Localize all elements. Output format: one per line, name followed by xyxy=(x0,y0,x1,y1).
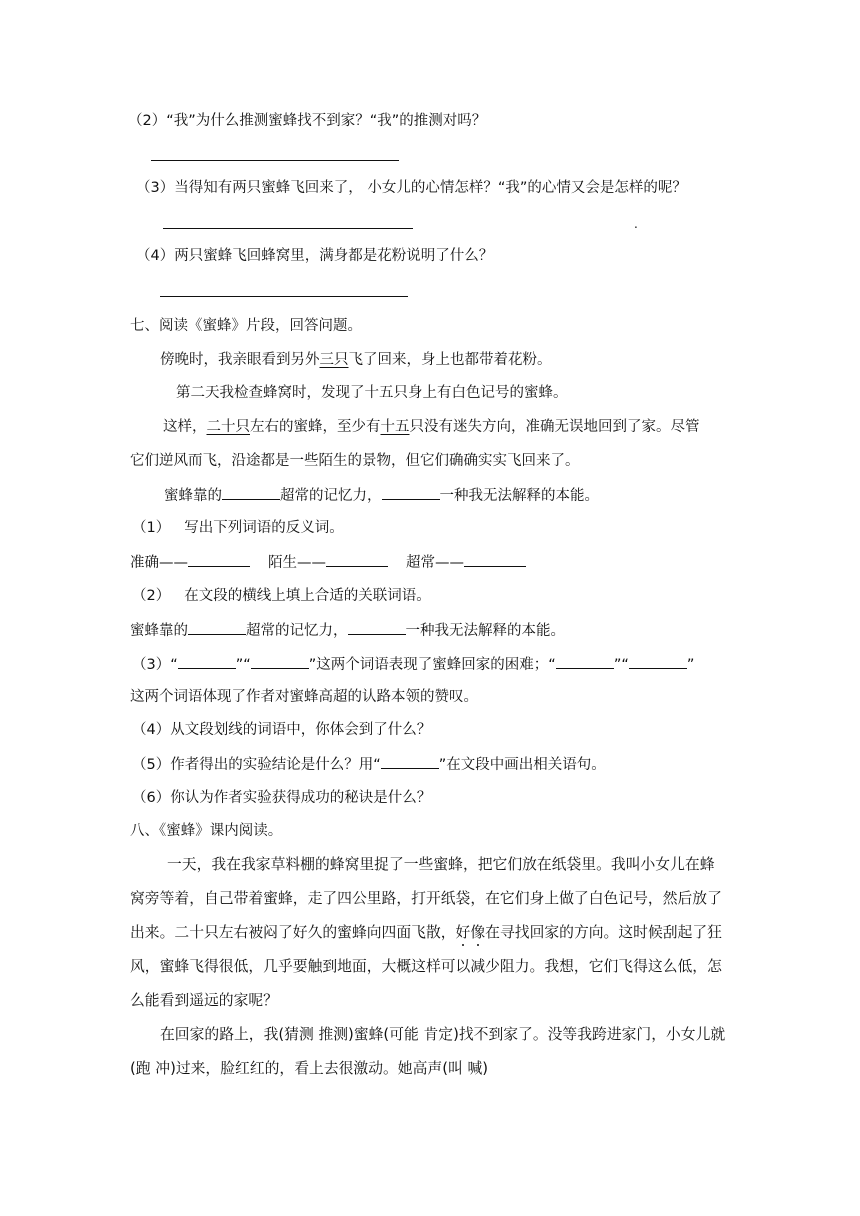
q3-blank-4[interactable] xyxy=(629,654,687,669)
s8-l3-b: 在寻找回家的方向。这时候刮起了狂 xyxy=(485,924,722,941)
antonym-row xyxy=(130,552,526,573)
s7-p1-b: 飞了回来，身上也都带着花粉。 xyxy=(348,352,552,368)
q3-part-d: ”“ xyxy=(613,657,629,673)
s7-p4-a: 蜜蜂靠的 xyxy=(164,488,222,504)
antonym-blank-2[interactable] xyxy=(326,552,388,567)
blank-2[interactable] xyxy=(382,485,440,500)
stray-mark: . xyxy=(634,217,638,231)
underlined-word-shiwu: 十五 xyxy=(380,419,410,435)
antonym-blank-3[interactable] xyxy=(464,552,526,567)
s8-passage-line-7: (跑 冲)过来，脸红红的，看上去很激动。她高声(叫 喊) xyxy=(130,1060,489,1077)
underlined-word-sanzhi: 三只 xyxy=(319,352,349,368)
q2-fill-b: 超常的记忆力， xyxy=(246,623,348,639)
q3-blank-2[interactable] xyxy=(251,654,309,669)
dotted-char-2: 像 xyxy=(470,924,486,941)
s7-p3-b: 左右的蜜蜂，至少有 xyxy=(250,419,381,435)
dotted-char-1: 好 xyxy=(455,924,471,941)
s8-passage-line-6: 在回家的路上，我(猜测 推测)蜜蜂(可能 肯定)找不到家了。没等我跨进家门，小女儿就 xyxy=(160,1026,726,1043)
q5-part-a: （5）作者得出的实验结论是什么？用“ xyxy=(132,757,381,773)
answer-line-q6-2[interactable] xyxy=(151,160,399,161)
q3-blank-3[interactable] xyxy=(556,654,614,669)
s7-passage-p2: 第二天我检查蜂窝时，发现了十五只身上有白色记号的蜜蜂。 xyxy=(176,385,568,401)
s7-passage-p3-line2: 它们逆风而飞，沿途都是一些陌生的景物，但它们确确实实飞回来了。 xyxy=(130,453,580,469)
s7-question-5 xyxy=(132,754,606,775)
answer-line-q6-4[interactable] xyxy=(160,296,408,297)
section-8-heading: 八、《蜜蜂》课内阅读。 xyxy=(130,823,283,839)
s8-passage-line-2: 窝旁等着，自己带着蜜蜂，走了四公里路，打开纸袋，在它们身上做了白色记号，然后放了 xyxy=(130,890,722,907)
s7-question-6: （6）你认为作者实验获得成功的秘诀是什么？ xyxy=(132,790,432,806)
q6-question-2: （2）“我”为什么推测蜜蜂找不到家？“我”的推测对吗？ xyxy=(128,113,487,129)
s7-question-1 xyxy=(132,518,344,538)
s7-question-3 xyxy=(132,654,694,675)
s7-question-3-line2: 这两个词语体现了作者对蜜蜂高超的认路本领的赞叹。 xyxy=(130,689,478,705)
antonym-label-2: 陌生—— xyxy=(268,555,326,571)
section-7-heading: 七、阅读《蜜蜂》片段，回答问题。 xyxy=(130,318,362,334)
q6-question-3: （3）当得知有两只蜜蜂飞回来了， 小女儿的心情怎样？“我”的心情又会是怎样的呢？ xyxy=(136,180,687,196)
answer-line-q6-3[interactable] xyxy=(163,228,413,229)
q3-blank-1[interactable] xyxy=(178,654,236,669)
s7-p4-b: 超常的记忆力， xyxy=(280,488,382,504)
blank-1[interactable] xyxy=(222,485,280,500)
s7-passage-p4 xyxy=(164,485,599,506)
q3-part-e: ” xyxy=(686,657,695,673)
q5-blank[interactable] xyxy=(381,754,439,769)
antonym-label-3: 超常—— xyxy=(406,555,464,571)
s8-passage-line-4: 风，蜜蜂飞得很低，几乎要触到地面，大概这样可以减少阻力。我想，它们飞得这么低，怎 xyxy=(130,958,722,975)
q2-fill-c: 一种我无法解释的本能。 xyxy=(405,623,565,639)
s7-p3-a: 这样， xyxy=(163,419,207,435)
q2-blank-2[interactable] xyxy=(348,620,406,635)
antonym-blank-1[interactable] xyxy=(188,552,250,567)
s7-p1-a: 傍晚时，我亲眼看到另外 xyxy=(160,352,320,368)
q2-label: （2） xyxy=(132,588,171,604)
q3-part-a: （3）“ xyxy=(132,657,178,673)
q2-blank-1[interactable] xyxy=(188,620,246,635)
antonym-label-1: 准确—— xyxy=(130,555,188,571)
s7-p3-c: 只没有迷失方向，准确无误地回到了家。尽管 xyxy=(409,419,700,435)
s7-q2-fill-sentence xyxy=(130,620,565,641)
q2-fill-a: 蜜蜂靠的 xyxy=(130,623,188,639)
s8-passage-line-1: 一天，我在我家草料棚的蜂窝里捉了一些蜜蜂，把它们放在纸袋里。我叫小女儿在蜂 xyxy=(167,856,715,873)
q5-part-b: ”在文段中画出相关语句。 xyxy=(438,757,606,773)
s8-passage-line-5: 么能看到遥远的家呢？ xyxy=(130,992,278,1009)
underlined-word-ershizhi: 二十只 xyxy=(206,419,250,435)
q1-text: 写出下列词语的反义词。 xyxy=(184,520,344,536)
s7-question-2 xyxy=(132,586,431,606)
q3-part-c: ”这两个词语表现了蜜蜂回家的困难；“ xyxy=(308,657,556,673)
s8-passage-line-3 xyxy=(130,923,722,943)
q3-part-b: ”“ xyxy=(235,657,251,673)
q1-label: （1） xyxy=(132,520,171,536)
q6-question-4: （4）两只蜜蜂飞回蜂窝里，满身都是花粉说明了什么？ xyxy=(136,248,494,264)
s7-p4-c: 一种我无法解释的本能。 xyxy=(439,488,599,504)
q2-text: 在文段的横线上填上合适的关联词语。 xyxy=(184,588,431,604)
s7-passage-p1 xyxy=(160,350,552,370)
s8-l3-a: 出来。二十只左右被闷了好久的蜜蜂向四面飞散， xyxy=(130,924,456,941)
s7-passage-p3 xyxy=(163,417,700,437)
s7-question-4: （4）从文段划线的词语中，你体会到了什么？ xyxy=(132,722,432,738)
